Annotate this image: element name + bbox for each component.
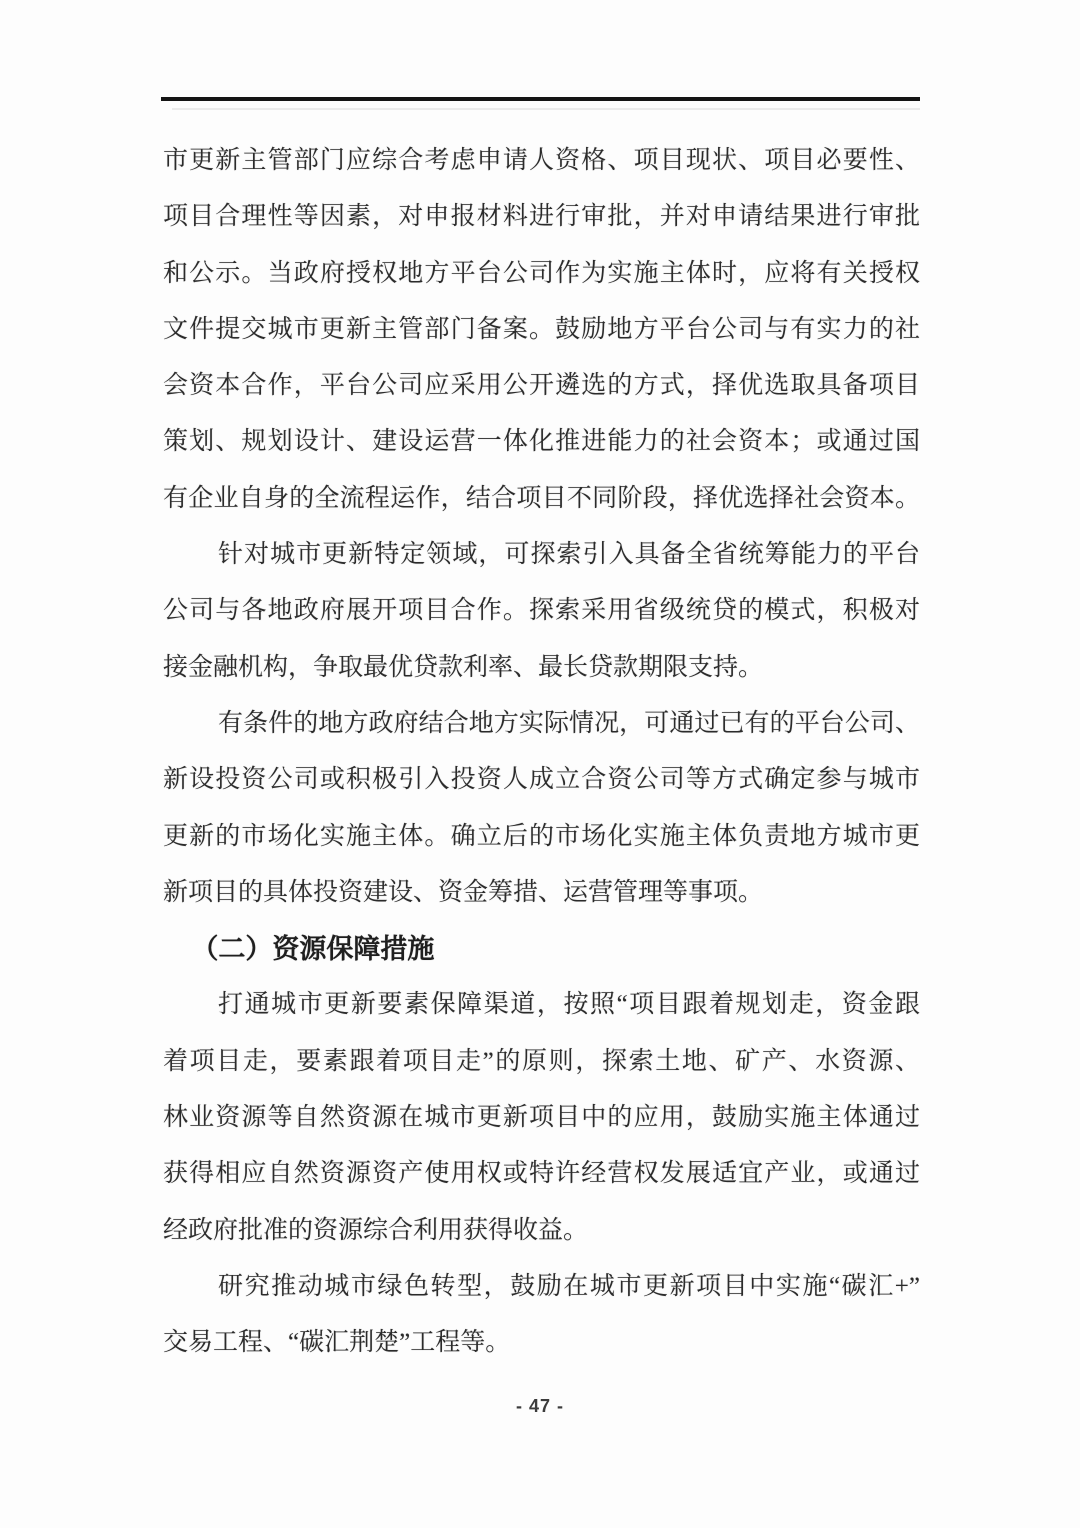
text-line: 更新的市场化实施主体。确立后的市场化实施主体负责地方城市更	[163, 822, 920, 850]
text-line: 交易工程、“碳汇荆楚”工程等。	[163, 1329, 511, 1357]
text-line: 有条件的地方政府结合地方实际情况，可通过已有的平台公司、	[218, 709, 920, 737]
text-line: 经政府批准的资源综合利用获得收益。	[163, 1216, 589, 1244]
text-line: 文件提交城市更新主管部门备案。鼓励地方平台公司与有实力的社	[163, 315, 920, 343]
text-line: 着项目走，要素跟着项目走”的原则，探索土地、矿产、水资源、	[163, 1047, 920, 1075]
document-body	[163, 133, 920, 1372]
section-heading: （二）资源保障措施	[191, 934, 435, 965]
text-line: 新设投资公司或积极引入投资人成立合资公司等方式确定参与城市	[163, 766, 920, 794]
text-line: 针对城市更新特定领域，可探索引入具备全省统筹能力的平台	[218, 541, 920, 569]
text-line: 研究推动城市绿色转型，鼓励在城市更新项目中实施“碳汇+”	[218, 1272, 920, 1300]
header-rule-shadow	[172, 108, 920, 110]
text-line: 打通城市更新要素保障渠道，按照“项目跟着规划走，资金跟	[218, 991, 920, 1019]
header-rule	[161, 97, 920, 101]
text-line: 和公示。当政府授权地方平台公司作为实施主体时，应将有关授权	[163, 259, 920, 287]
text-line: 策划、规划设计、建设运营一体化推进能力的社会资本；或通过国	[163, 428, 920, 456]
text-line: 项目合理性等因素，对申报材料进行审批，并对申请结果进行审批	[163, 203, 920, 231]
text-line: 会资本合作，平台公司应采用公开遴选的方式，择优选取具备项目	[163, 372, 920, 400]
text-line: 接金融机构，争取最优贷款利率、最长贷款期限支持。	[163, 653, 764, 681]
text-line: 获得相应自然资源资产使用权或特许经营权发展适宜产业，或通过	[163, 1160, 920, 1188]
text-line: 市更新主管部门应综合考虑申请人资格、项目现状、项目必要性、	[163, 147, 920, 174]
text-line: 公司与各地政府展开项目合作。探索采用省级统贷的模式，积极对	[163, 597, 920, 625]
text-line: 林业资源等自然资源在城市更新项目中的应用，鼓励实施主体通过	[163, 1104, 920, 1132]
page-number: - 47 -	[515, 1396, 564, 1416]
text-line: 新项目的具体投资建设、资金筹措、运营管理等事项。	[163, 878, 764, 906]
text-line: 有企业自身的全流程运作，结合项目不同阶段，择优选择社会资本。	[163, 484, 920, 512]
